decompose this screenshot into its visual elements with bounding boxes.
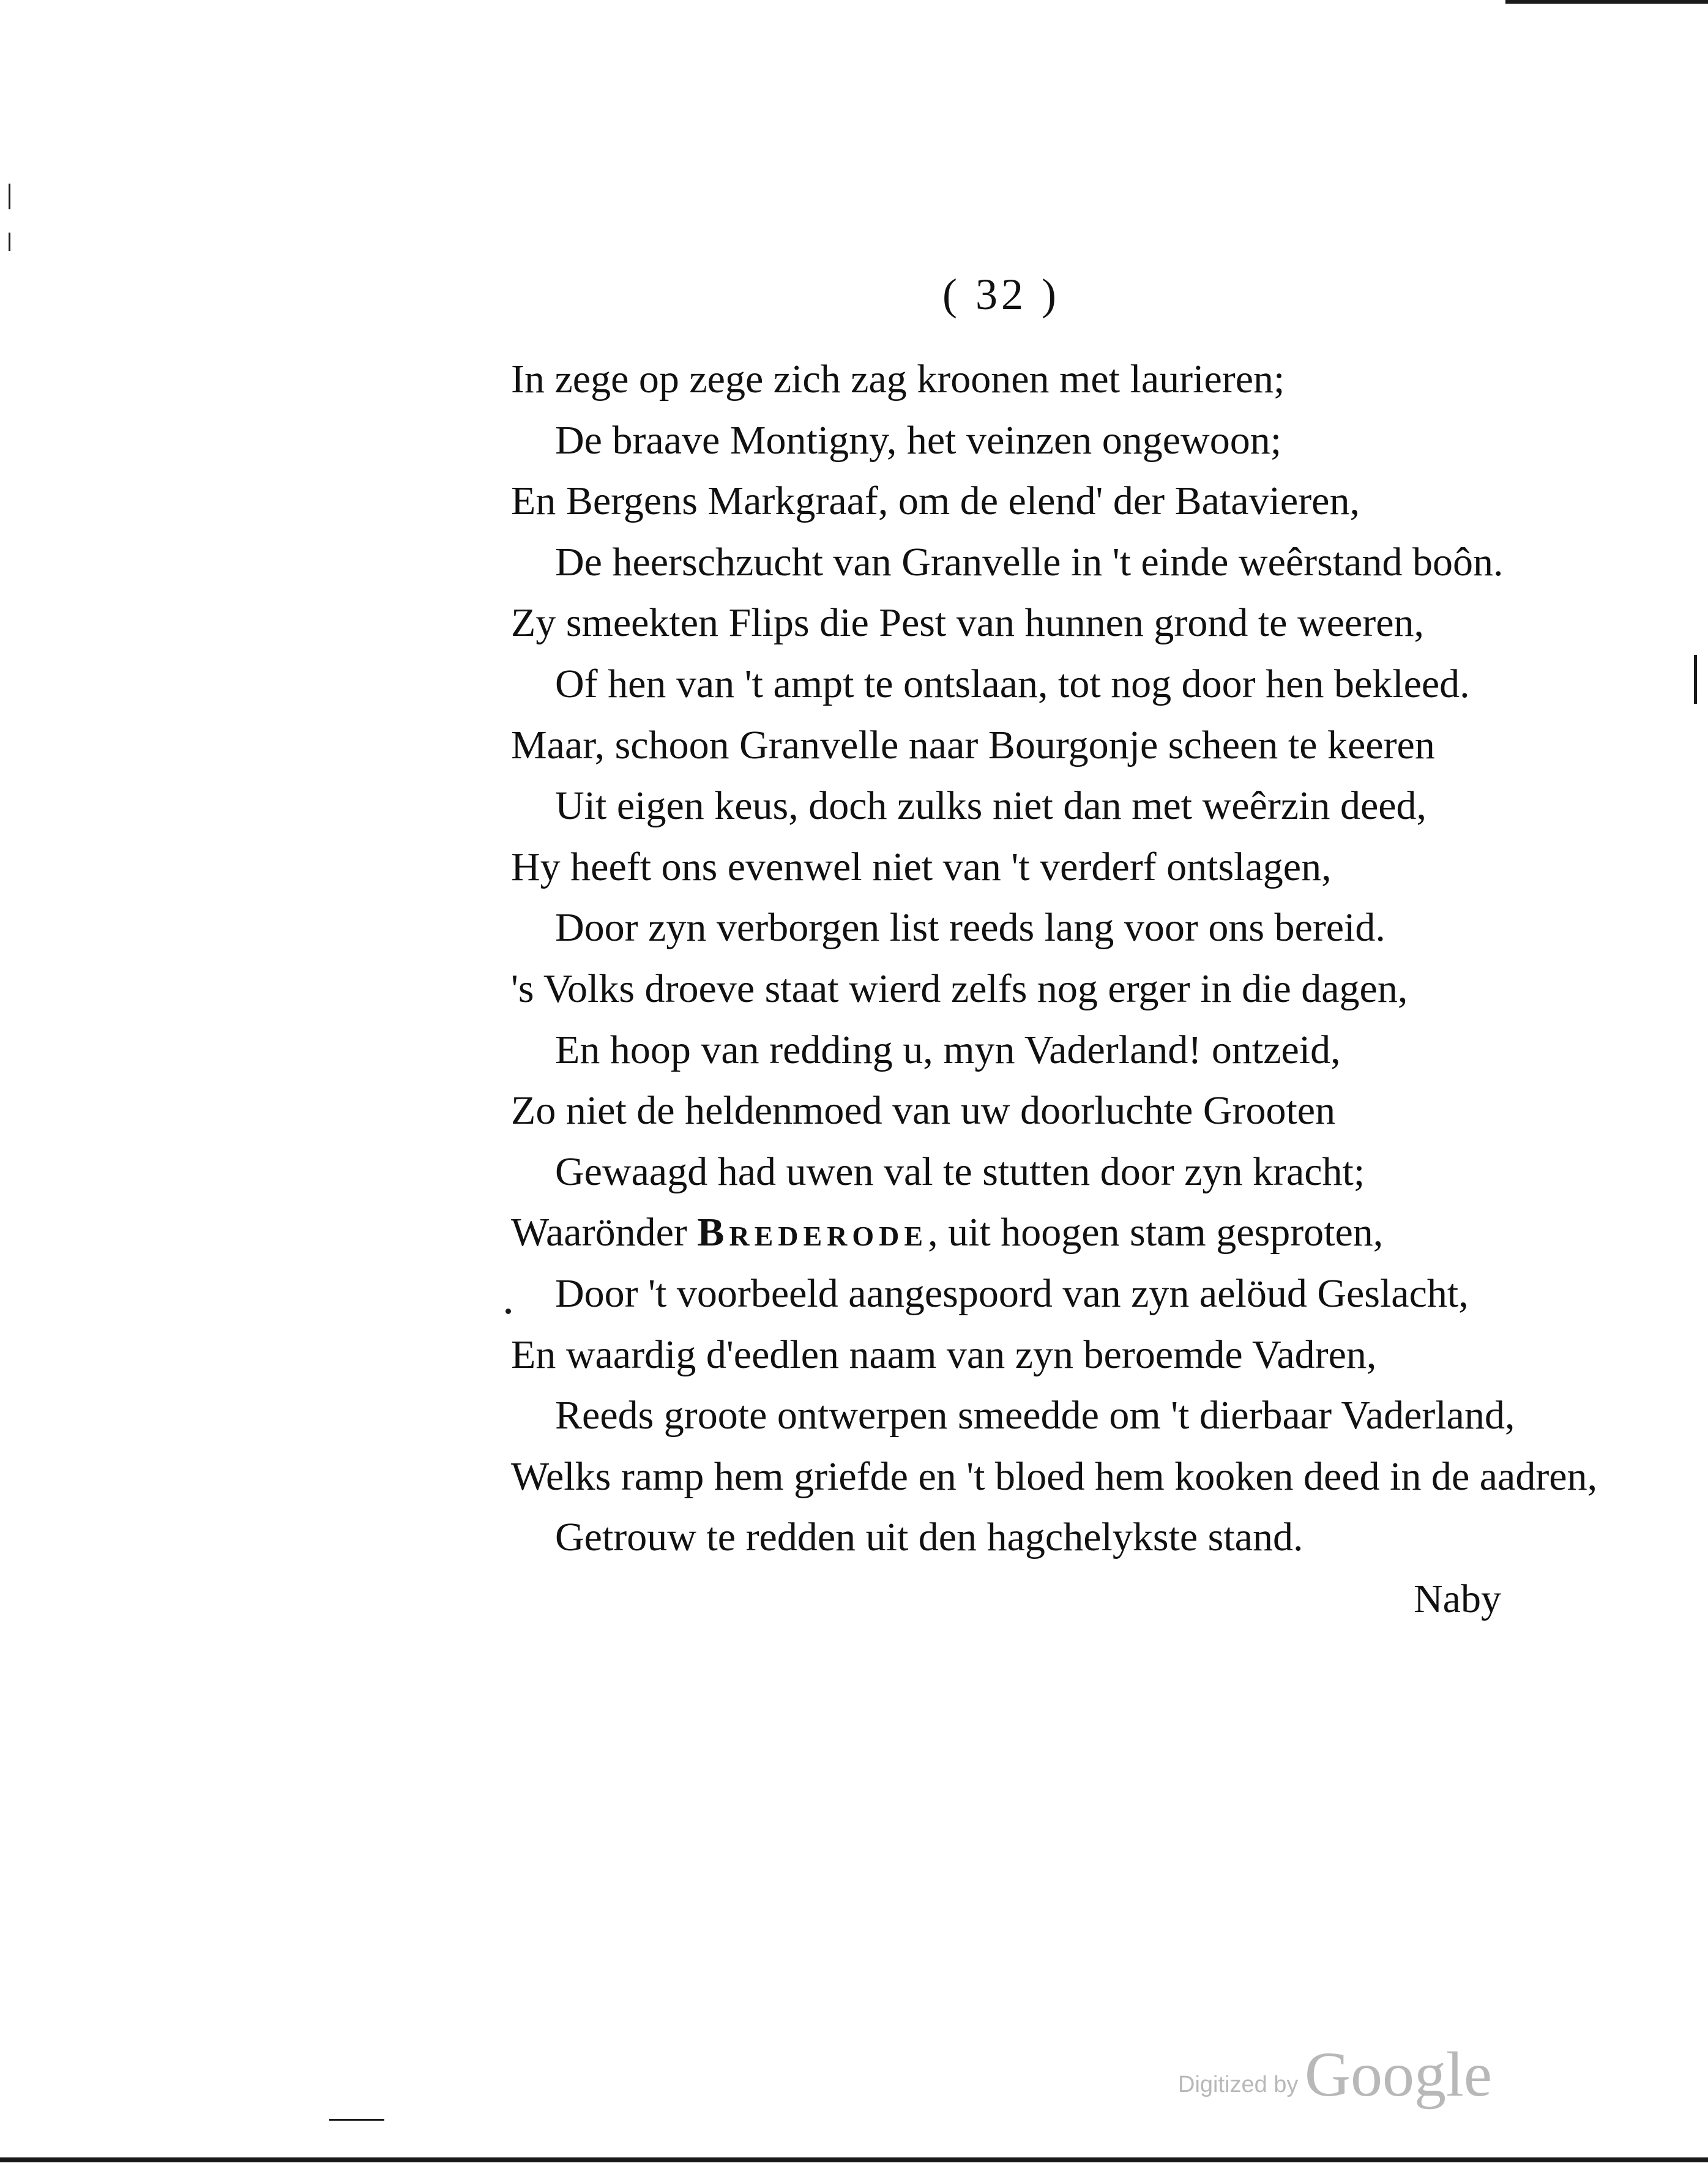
verse-text: , uit hoogen stam gesproten, bbox=[928, 1210, 1384, 1255]
verse-line: Door 't voorbeeld aangespoord van zyn aelöud Geslacht, bbox=[555, 1271, 1469, 1316]
verse-line: Maar, schoon Granvelle naar Bourgonje scheen te keeren bbox=[511, 722, 1435, 767]
verse-line: Of hen van 't ampt te ontslaan, tot nog door hen bekleed. bbox=[555, 661, 1470, 706]
page-number: ( 32 ) bbox=[942, 270, 1060, 319]
verse-line: Reeds groote ontwerpen smeedde om 't dierbaar Vaderland, bbox=[555, 1393, 1515, 1438]
verse-line: De heerschzucht van Granvelle in 't einde weêrstand boôn. bbox=[555, 539, 1504, 584]
scan-edge-mark bbox=[1505, 0, 1708, 4]
verse-line: Zo niet de heldenmoed van uw doorluchte Grooten bbox=[511, 1088, 1336, 1133]
digitized-watermark bbox=[1178, 2038, 1492, 2111]
verse-line: Gewaagd had uwen val te stutten door zyn kracht; bbox=[555, 1149, 1365, 1194]
scan-edge-mark bbox=[1694, 655, 1697, 704]
verse-line: Hy heeft ons evenwel niet van 't verderf ontslagen, bbox=[511, 844, 1332, 889]
verse-line: In zege op zege zich zag kroonen met laurieren; bbox=[511, 357, 1285, 401]
verse-line: De braave Montigny, het veinzen ongewoon; bbox=[555, 417, 1282, 463]
verse-line: Getrouw te redden uit den hagchelykste stand. bbox=[555, 1515, 1303, 1560]
scan-edge-mark bbox=[329, 2119, 384, 2121]
verse-line: Zy smeekten Flips die Pest van hunnen grond te weeren, bbox=[511, 600, 1424, 646]
scan-edge-mark bbox=[0, 2157, 1708, 2162]
scan-edge-mark bbox=[9, 184, 10, 209]
verse-line: Door zyn verborgen list reeds lang voor ons bereid. bbox=[555, 905, 1385, 950]
scan-edge-mark bbox=[9, 233, 10, 251]
verse-line: 's Volks droeve staat wierd zelfs nog erger in die dagen, bbox=[511, 966, 1408, 1011]
verse-line: Uit eigen keus, doch zulks niet dan met weêrzin deed, bbox=[555, 783, 1427, 829]
verse-line: En waardig d'eedlen naam van zyn beroemde Vadren, bbox=[511, 1332, 1377, 1377]
scan-edge-mark bbox=[505, 1309, 511, 1314]
verse-line: Welks ramp hem griefde en 't bloed hem kooken deed in de aadren, bbox=[511, 1454, 1598, 1499]
watermark-prefix: Digitized by bbox=[1178, 2072, 1299, 2097]
verse-line: En Bergens Markgraaf, om de elend' der Batavieren, bbox=[511, 479, 1360, 524]
verse-line bbox=[511, 1202, 1564, 1263]
verse-line: En hoop van redding u, myn Vaderland! ontzeid, bbox=[555, 1027, 1341, 1072]
verse-text: Waarönder bbox=[511, 1210, 698, 1255]
name-brederode: Brederode bbox=[697, 1210, 928, 1255]
catchword: Naby bbox=[1414, 1577, 1501, 1621]
poem-text bbox=[511, 349, 1598, 1568]
google-logo: Google bbox=[1304, 2039, 1493, 2110]
